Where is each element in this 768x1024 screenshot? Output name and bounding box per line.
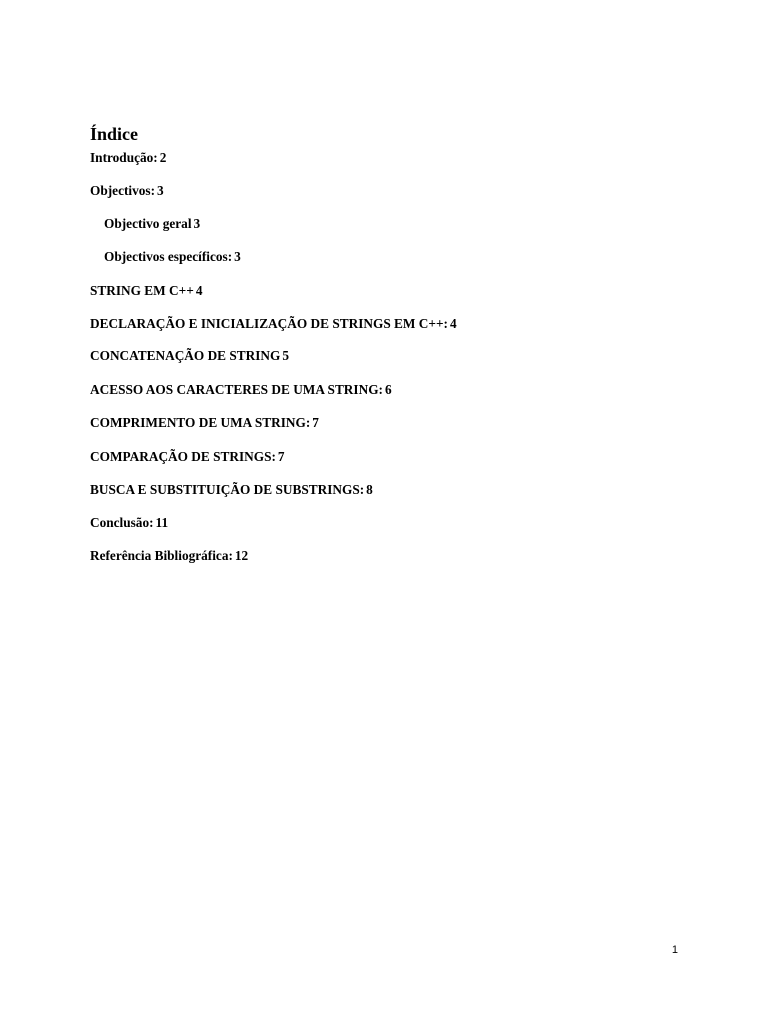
toc-entry-label: DECLARAÇÃO E INICIALIZAÇÃO DE STRINGS EM C++: [90, 316, 448, 331]
toc-entry-label: Referência Bibliográfica: [90, 548, 233, 563]
toc-entry-page: 2 [159, 150, 167, 165]
toc-entry-page: 6 [384, 382, 392, 397]
toc-entry-label: CONCATENAÇÃO DE STRING [90, 348, 281, 363]
toc-entry-page: 4 [195, 283, 203, 298]
toc-entry-page: 4 [449, 316, 457, 331]
toc-entry-label: COMPRIMENTO DE UMA STRING: [90, 415, 311, 430]
page-number: 1 [671, 944, 678, 956]
toc-entry-page: 3 [157, 183, 164, 198]
toc-entry-page: 12 [234, 548, 249, 563]
toc-entry-page: 5 [282, 348, 290, 363]
toc-entry-label: Conclusão: [90, 515, 154, 530]
toc-entry-label: Introdução: [90, 150, 158, 165]
toc-entry-page: 11 [155, 515, 169, 530]
toc-entry-page: 3 [234, 249, 241, 264]
toc-entry-label: Objectivo geral [104, 216, 192, 231]
toc-entry-label: Objectivos: [90, 183, 155, 198]
toc-entry-page: 7 [312, 415, 319, 430]
toc-entry-label: COMPARAÇÃO DE STRINGS: [90, 449, 276, 464]
toc-entry-page: 8 [366, 482, 373, 497]
toc-entry-label: STRING EM C++ [90, 283, 194, 298]
toc-entry-label: ACESSO AOS CARACTERES DE UMA STRING: [90, 382, 383, 397]
toc-entry-page: 7 [277, 449, 285, 464]
toc-entry-page: 3 [193, 216, 201, 231]
toc-entry-label: Objectivos específicos: [104, 249, 233, 264]
toc-entry-label: BUSCA E SUBSTITUIÇÃO DE SUBSTRINGS: [90, 482, 365, 497]
toc-title: Índice [90, 124, 139, 144]
